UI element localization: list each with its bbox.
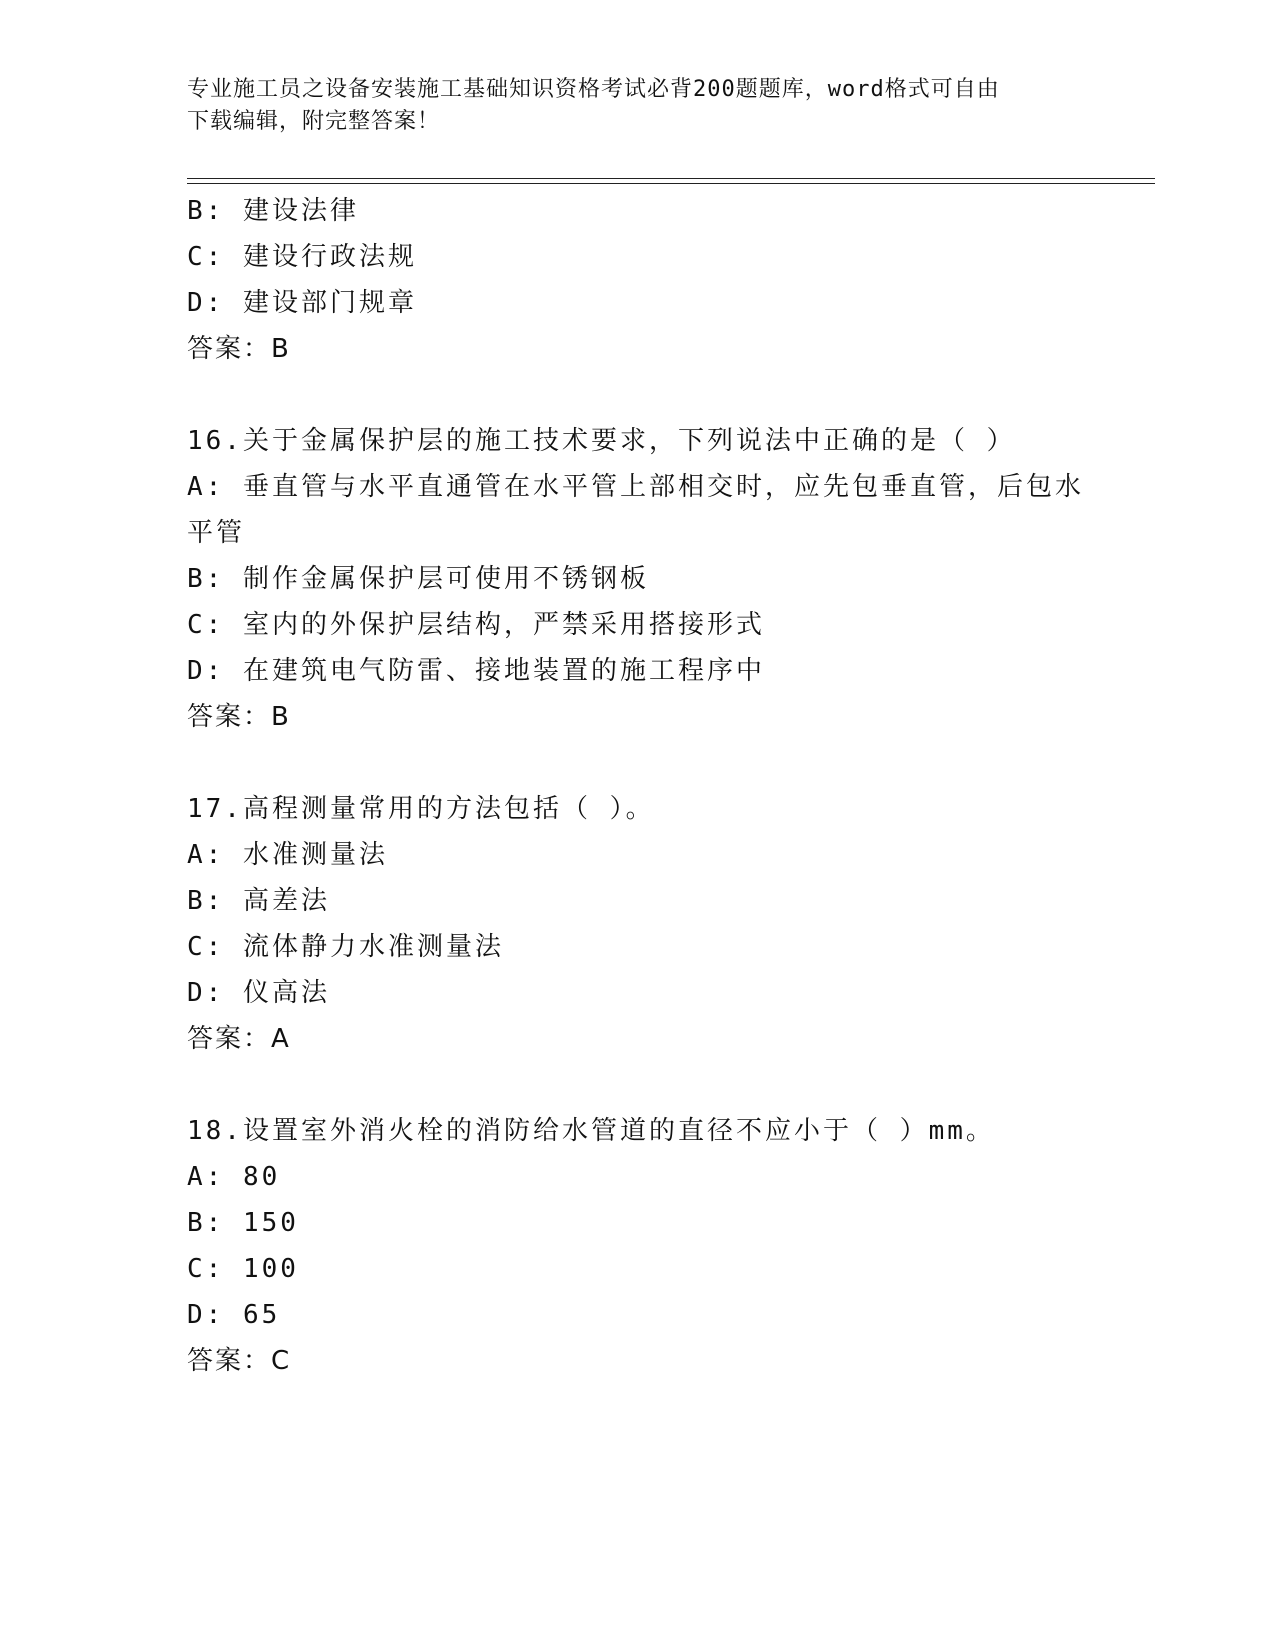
spacer: [187, 1062, 1087, 1108]
header-line-1: 专业施工员之设备安装施工基础知识资格考试必背200题题库，word格式可自由: [187, 77, 1000, 102]
q15-answer: 答案：B: [187, 334, 291, 364]
q16-option-c: C: 室内的外保护层结构，严禁采用搭接形式: [187, 610, 765, 640]
q16-option-a: A: 垂直管与水平直通管在水平管上部相交时，应先包垂直管，后包水平管: [187, 472, 1084, 548]
spacer: [187, 372, 1087, 418]
header-divider-top: [187, 178, 1155, 179]
q18-question: 18.设置室外消火栓的消防给水管道的直径不应小于（ ）mm。: [187, 1116, 995, 1146]
question-17-block: [187, 786, 1087, 1062]
header-divider-bottom: [187, 183, 1155, 184]
q17-question: 17.高程测量常用的方法包括（ ）。: [187, 794, 655, 824]
q16-answer: 答案：B: [187, 702, 291, 732]
q16-question: 16.关于金属保护层的施工技术要求，下列说法中正确的是（ ）: [187, 426, 1016, 456]
q17-answer: 答案：A: [187, 1024, 291, 1054]
q18-option-a: A: 80: [187, 1162, 281, 1192]
q15-option-c: C: 建设行政法规: [187, 242, 417, 272]
q15-option-d: D: 建设部门规章: [187, 288, 417, 318]
spacer: [187, 740, 1087, 786]
q17-option-b: B: 高差法: [187, 886, 330, 916]
q16-option-d: D: 在建筑电气防雷、接地装置的施工程序中: [187, 656, 765, 686]
q15-option-b: B: 建设法律: [187, 196, 359, 226]
document-header: [187, 74, 1067, 138]
question-18-block: [187, 1108, 1087, 1384]
q16-option-b: B: 制作金属保护层可使用不锈钢板: [187, 564, 649, 594]
q17-option-c: C: 流体静力水准测量法: [187, 932, 504, 962]
header-line-2: 下载编辑，附完整答案！: [187, 109, 441, 134]
q18-option-b: B: 150: [187, 1208, 299, 1238]
q18-answer: 答案：C: [187, 1346, 292, 1376]
question-list: [187, 188, 1087, 1384]
q18-option-d: D: 65: [187, 1300, 281, 1330]
q18-option-c: C: 100: [187, 1254, 299, 1284]
question-16-block: [187, 418, 1087, 740]
q17-option-a: A: 水准测量法: [187, 840, 388, 870]
question-15-block: [187, 188, 1087, 372]
q17-option-d: D: 仪高法: [187, 978, 330, 1008]
